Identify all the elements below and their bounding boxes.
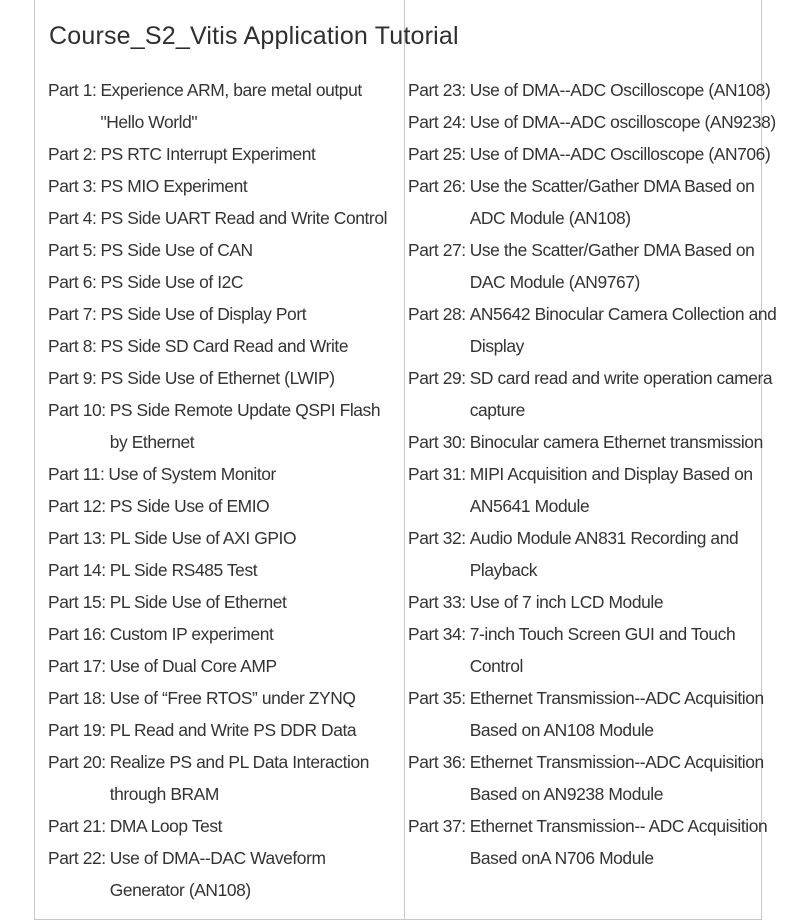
list-item: [48, 554, 400, 586]
list-item: [48, 746, 400, 810]
list-item: [408, 618, 780, 682]
part-label: Part 28:: [408, 304, 466, 324]
part-label: Part 26:: [408, 176, 466, 196]
list-item: [48, 330, 400, 362]
list-item: [48, 714, 400, 746]
part-title: Binocular camera Ethernet transmission: [469, 432, 763, 452]
list-item: [408, 362, 780, 426]
part-title: MIPI Acquisition and Display Based on AN5641 Module: [469, 464, 753, 516]
part-title: PS Side Use of CAN: [100, 240, 253, 260]
part-label: Part 35:: [408, 688, 466, 708]
part-title: DMA Loop Test: [109, 816, 223, 836]
list-item: [408, 106, 780, 138]
part-title: Experience ARM, bare metal output "Hello World": [100, 80, 362, 132]
part-title: 7-inch Touch Screen GUI and Touch Control: [469, 624, 736, 676]
list-item: [48, 682, 400, 714]
part-label: Part 20:: [48, 752, 106, 772]
list-item: [408, 522, 780, 586]
part-label: Part 4:: [48, 208, 97, 228]
part-title: Use the Scatter/Gather DMA Based on DAC Module (AN9767): [469, 240, 755, 292]
part-label: Part 12:: [48, 496, 106, 516]
list-item: [48, 618, 400, 650]
part-title: PS Side Remote Update QSPI Flash by Ethernet: [109, 400, 381, 452]
part-label: Part 30:: [408, 432, 466, 452]
list-item: [408, 426, 780, 458]
part-title: PS Side Use of Ethernet (LWIP): [100, 368, 335, 388]
part-title: PS RTC Interrupt Experiment: [100, 144, 316, 164]
list-item: [408, 234, 780, 298]
part-title: Ethernet Transmission-- ADC Acquisition Based onA N706 Module: [469, 816, 768, 868]
list-item: [408, 138, 780, 170]
part-label: Part 3:: [48, 176, 97, 196]
part-label: Part 22:: [48, 848, 106, 868]
part-title: Use of DMA--DAC Waveform Generator (AN108): [109, 848, 326, 900]
part-label: Part 27:: [408, 240, 466, 260]
list-item: [408, 170, 780, 234]
list-item: [48, 522, 400, 554]
part-title: Use of “Free RTOS” under ZYNQ: [109, 688, 356, 708]
part-label: Part 19:: [48, 720, 106, 740]
part-title: Use of DMA--ADC Oscilloscope (AN108): [469, 80, 771, 100]
list-item: [48, 298, 400, 330]
part-label: Part 37:: [408, 816, 466, 836]
list-item: [48, 362, 400, 394]
part-label: Part 24:: [408, 112, 466, 132]
list-item: [48, 266, 400, 298]
part-title: PL Side Use of Ethernet: [109, 592, 287, 612]
part-label: Part 17:: [48, 656, 106, 676]
list-item: [408, 74, 780, 106]
part-title: SD card read and write operation camera capture: [469, 368, 773, 420]
part-label: Part 25:: [408, 144, 466, 164]
part-label: Part 36:: [408, 752, 466, 772]
list-item: [408, 586, 780, 618]
part-title: PS MIO Experiment: [100, 176, 248, 196]
part-label: Part 13:: [48, 528, 106, 548]
part-label: Part 34:: [408, 624, 466, 644]
page-title: Course_S2_Vitis Application Tutorial: [49, 22, 459, 50]
right-column: [408, 74, 780, 874]
part-label: Part 6:: [48, 272, 97, 292]
list-item: [48, 490, 400, 522]
part-label: Part 1:: [48, 80, 97, 100]
list-item: [408, 458, 780, 522]
list-item: [48, 234, 400, 266]
list-item: [48, 650, 400, 682]
part-title: Use the Scatter/Gather DMA Based on ADC Module (AN108): [469, 176, 755, 228]
part-label: Part 7:: [48, 304, 97, 324]
part-title: PS Side SD Card Read and Write: [100, 336, 349, 356]
list-item: [48, 74, 400, 138]
part-label: Part 10:: [48, 400, 106, 420]
part-title: PS Side Use of I2C: [100, 272, 244, 292]
list-item: [48, 586, 400, 618]
part-title: Custom IP experiment: [109, 624, 274, 644]
part-title: PL Side Use of AXI GPIO: [109, 528, 297, 548]
part-title: Use of DMA--ADC oscilloscope (AN9238): [469, 112, 776, 132]
part-label: Part 33:: [408, 592, 466, 612]
part-label: Part 5:: [48, 240, 97, 260]
list-item: [48, 138, 400, 170]
list-item: [48, 394, 400, 458]
part-title: PS Side Use of Display Port: [100, 304, 307, 324]
part-title: PS Side Use of EMIO: [109, 496, 270, 516]
part-title: AN5642 Binocular Camera Collection and Display: [469, 304, 777, 356]
part-title: Ethernet Transmission--ADC Acquisition Based on AN108 Module: [469, 688, 764, 740]
part-label: Part 29:: [408, 368, 466, 388]
list-item: [408, 298, 780, 362]
part-title: PL Side RS485 Test: [109, 560, 258, 580]
part-label: Part 16:: [48, 624, 106, 644]
part-title: Realize PS and PL Data Interaction through BRAM: [109, 752, 370, 804]
list-item: [48, 810, 400, 842]
list-item: [48, 170, 400, 202]
part-title: Audio Module AN831 Recording and Playback: [469, 528, 739, 580]
part-title: Ethernet Transmission--ADC Acquisition Based on AN9238 Module: [469, 752, 764, 804]
part-title: Use of Dual Core AMP: [109, 656, 277, 676]
list-item: [408, 682, 780, 746]
part-label: Part 18:: [48, 688, 106, 708]
part-label: Part 21:: [48, 816, 106, 836]
list-item: [48, 458, 400, 490]
column-divider: [404, 0, 405, 920]
list-item: [48, 842, 400, 906]
part-title: Use of 7 inch LCD Module: [469, 592, 664, 612]
part-title: Use of DMA--ADC Oscilloscope (AN706): [469, 144, 771, 164]
list-item: [408, 810, 780, 874]
list-item: [408, 746, 780, 810]
part-label: Part 23:: [408, 80, 466, 100]
part-label: Part 2:: [48, 144, 97, 164]
part-title: PS Side UART Read and Write Control: [100, 208, 388, 228]
left-column: [48, 74, 400, 906]
part-label: Part 15:: [48, 592, 106, 612]
part-label: Part 31:: [408, 464, 466, 484]
part-label: Part 14:: [48, 560, 106, 580]
part-title: PL Read and Write PS DDR Data: [109, 720, 357, 740]
part-label: Part 9:: [48, 368, 97, 388]
list-item: [48, 202, 400, 234]
part-label: Part 11:: [48, 464, 105, 484]
part-label: Part 8:: [48, 336, 97, 356]
part-title: Use of System Monitor: [108, 464, 276, 484]
part-label: Part 32:: [408, 528, 466, 548]
